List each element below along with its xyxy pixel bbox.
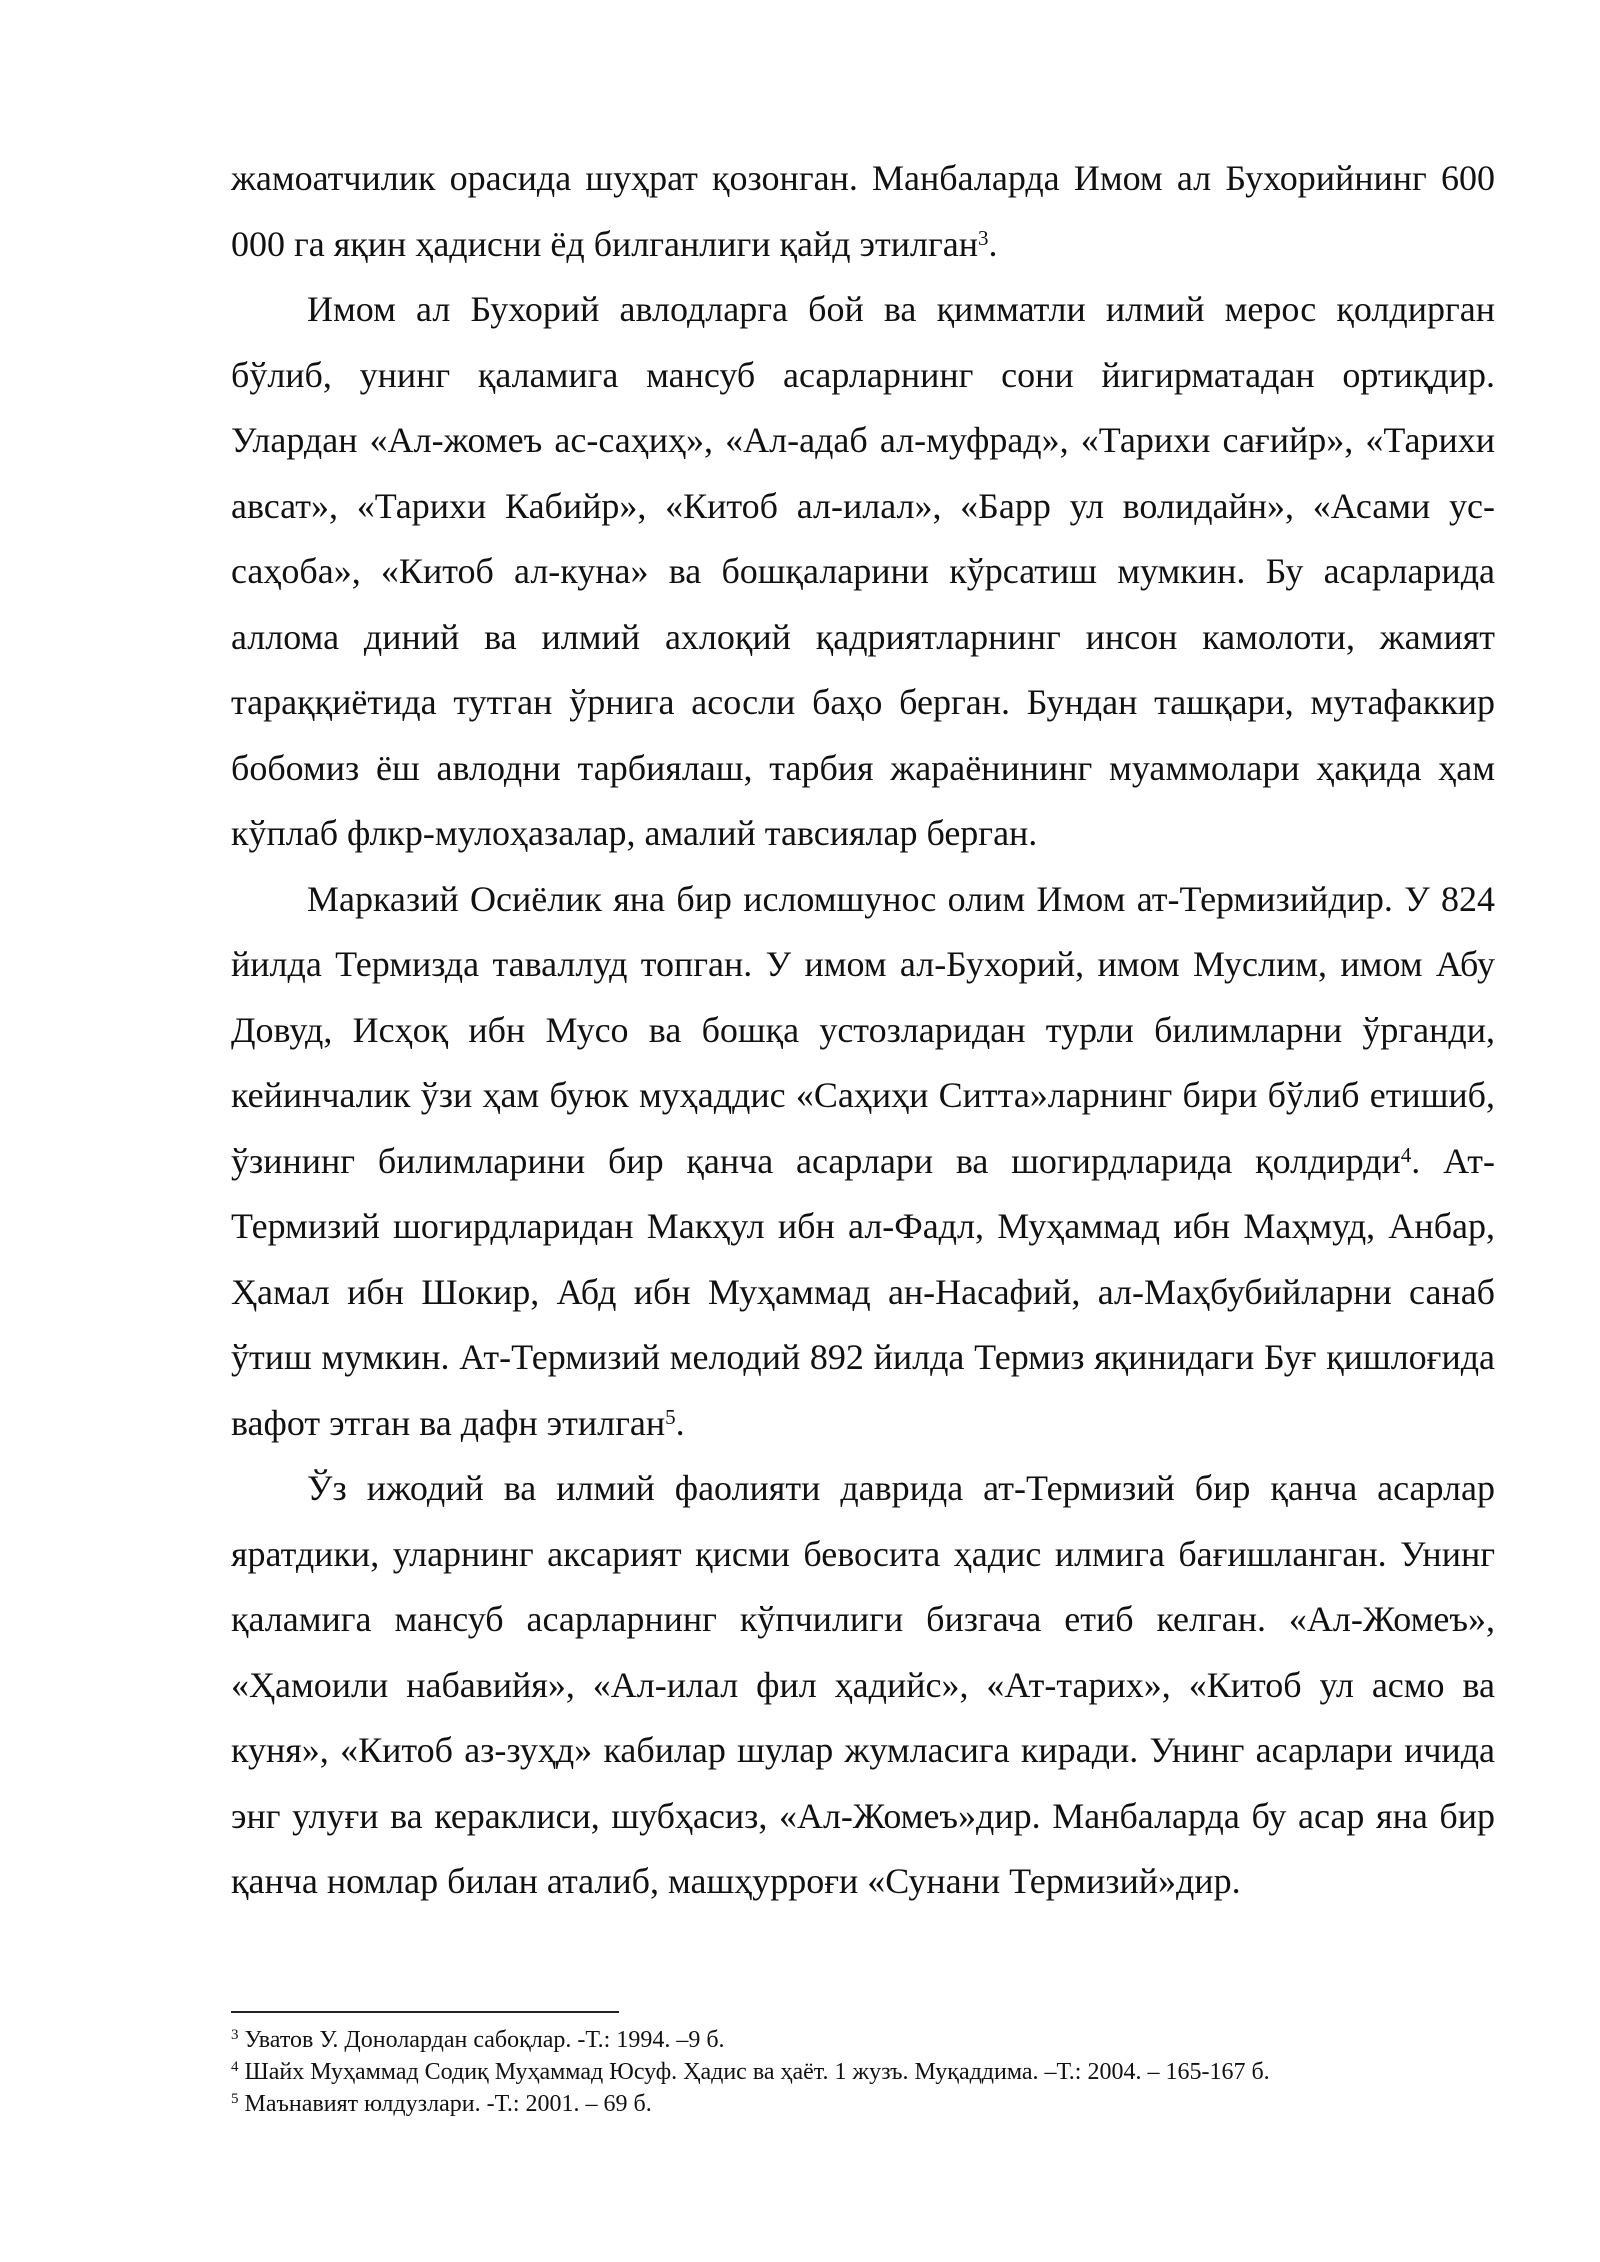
footnote-marker: 3 (231, 2027, 239, 2043)
footnote-marker: 5 (231, 2091, 239, 2107)
paragraph-text: . (988, 223, 998, 264)
footnote-marker: 4 (231, 2059, 239, 2075)
paragraph (231, 277, 1495, 867)
footnote-reference: 4 (1400, 1142, 1412, 1167)
footnote-text: Шайх Муҳаммад Содиқ Муҳаммад Юсуф. Ҳадис ва ҳаёт. 1 жузъ. Муқаддима. –Т.: 2004. – 165-167 б. (238, 2059, 1270, 2085)
paragraph (231, 146, 1495, 277)
paragraph-text: . (675, 1402, 685, 1443)
footnote-reference: 5 (665, 1404, 676, 1429)
footnote (231, 2024, 1495, 2056)
footnote-text: Маънавият юлдузлари. -Т.: 2001. – 69 б. (238, 2091, 652, 2117)
footnote-reference: 3 (977, 225, 989, 250)
paragraph-text: . Ат-Термизий шогирдларидан Макҳул ибн ал-Фадл, Муҳаммад ибн Маҳмуд, Анбар, Ҳамал ибн Шокир, Абд ибн Муҳаммад ан-Насафий, ал-Маҳбубийларни санаб ўтиш мумкин. Ат-Термизий мелодий 892 йилда Термиз яқинидаги Буғ қишлоғида вафот этган ва дафн этилган (231, 1140, 1495, 1443)
footnote-separator (231, 2011, 619, 2013)
body-text (231, 146, 1495, 1915)
footnote (231, 2088, 1495, 2120)
paragraph (231, 867, 1495, 1457)
paragraph-text: Ўз ижодий ва илмий фаолияти даврида ат-Термизий бир қанча асарлар яратдики, уларнинг аксарият қисми бевосита ҳадис илмига бағишланган. Унинг қаламига мансуб асарларнинг кўпчилиги бизгача етиб келган. «Ал-Жомеъ», «Ҳамоили набавийя», «Ал-илал фил ҳадийс», «Ат-тарих», «Китоб ул асмо ва куня», «Китоб аз-зуҳд» кабилар шулар жумласига киради. Унинг асарлари ичида энг улуғи ва кераклиси, шубҳасиз, «Ал-Жомеъ»дир. Манбаларда бу асар яна бир қанча номлар билан аталиб, машҳурроғи «Сунани Термизий»дир. (231, 1468, 1495, 1901)
paragraph-text: Марказий Осиёлик яна бир исломшунос олим Имом ат-Термизийдир. У 824 йилда Термизда таваллуд топган. У имом ал-Бухорий, имом Муслим, имом Абу Довуд, Исҳоқ ибн Мусо ва бошқа устозларидан турли билимларни ўрганди, кейинчалик ўзи ҳам буюк муҳаддис «Саҳиҳи Ситта»ларнинг бири бўлиб етишиб, ўзининг билимларини бир қанча асарлари ва шогирдларида қолдирди (231, 878, 1495, 1181)
footnote (231, 2056, 1495, 2088)
footnote-text: Уватов У. Донолардан сабоқлар. -Т.: 1994. –9 б. (238, 2027, 725, 2053)
footnotes (231, 2024, 1495, 2120)
paragraph (231, 1456, 1495, 1915)
paragraph-text: Имом ал Бухорий авлодларга бой ва қимматли илмий мерос қолдирган бўлиб, унинг қаламига мансуб асарларнинг сони йигирматадан ортиқдир. Улардан «Ал-жомеъ ас-саҳиҳ», «Ал-адаб ал-муфрад», «Тарихи сағийр», «Тарихи авсат», «Тарихи Кабийр», «Китоб ал-илал», «Барр ул волидайн», «Асами ус-саҳоба», «Китоб ал-куна» ва бошқаларини кўрсатиш мумкин. Бу асарларида аллома диний ва илмий ахлоқий қадриятларнинг инсон камолоти, жамият тараққиётида тутган ўрнига асосли баҳо берган. Бундан ташқари, мутафаккир бобомиз ёш авлодни тарбиялаш, тарбия жараёнининг муаммолари ҳақида ҳам кўплаб флкр-мулоҳазалар, амалий тавсиялар берган. (231, 289, 1495, 853)
paragraph-text: жамоатчилик орасида шуҳрат қозонган. Манбаларда Имом ал Бухорийнинг 600 000 га яқин ҳадисни ёд билганлиги қайд этилган (231, 158, 1495, 264)
